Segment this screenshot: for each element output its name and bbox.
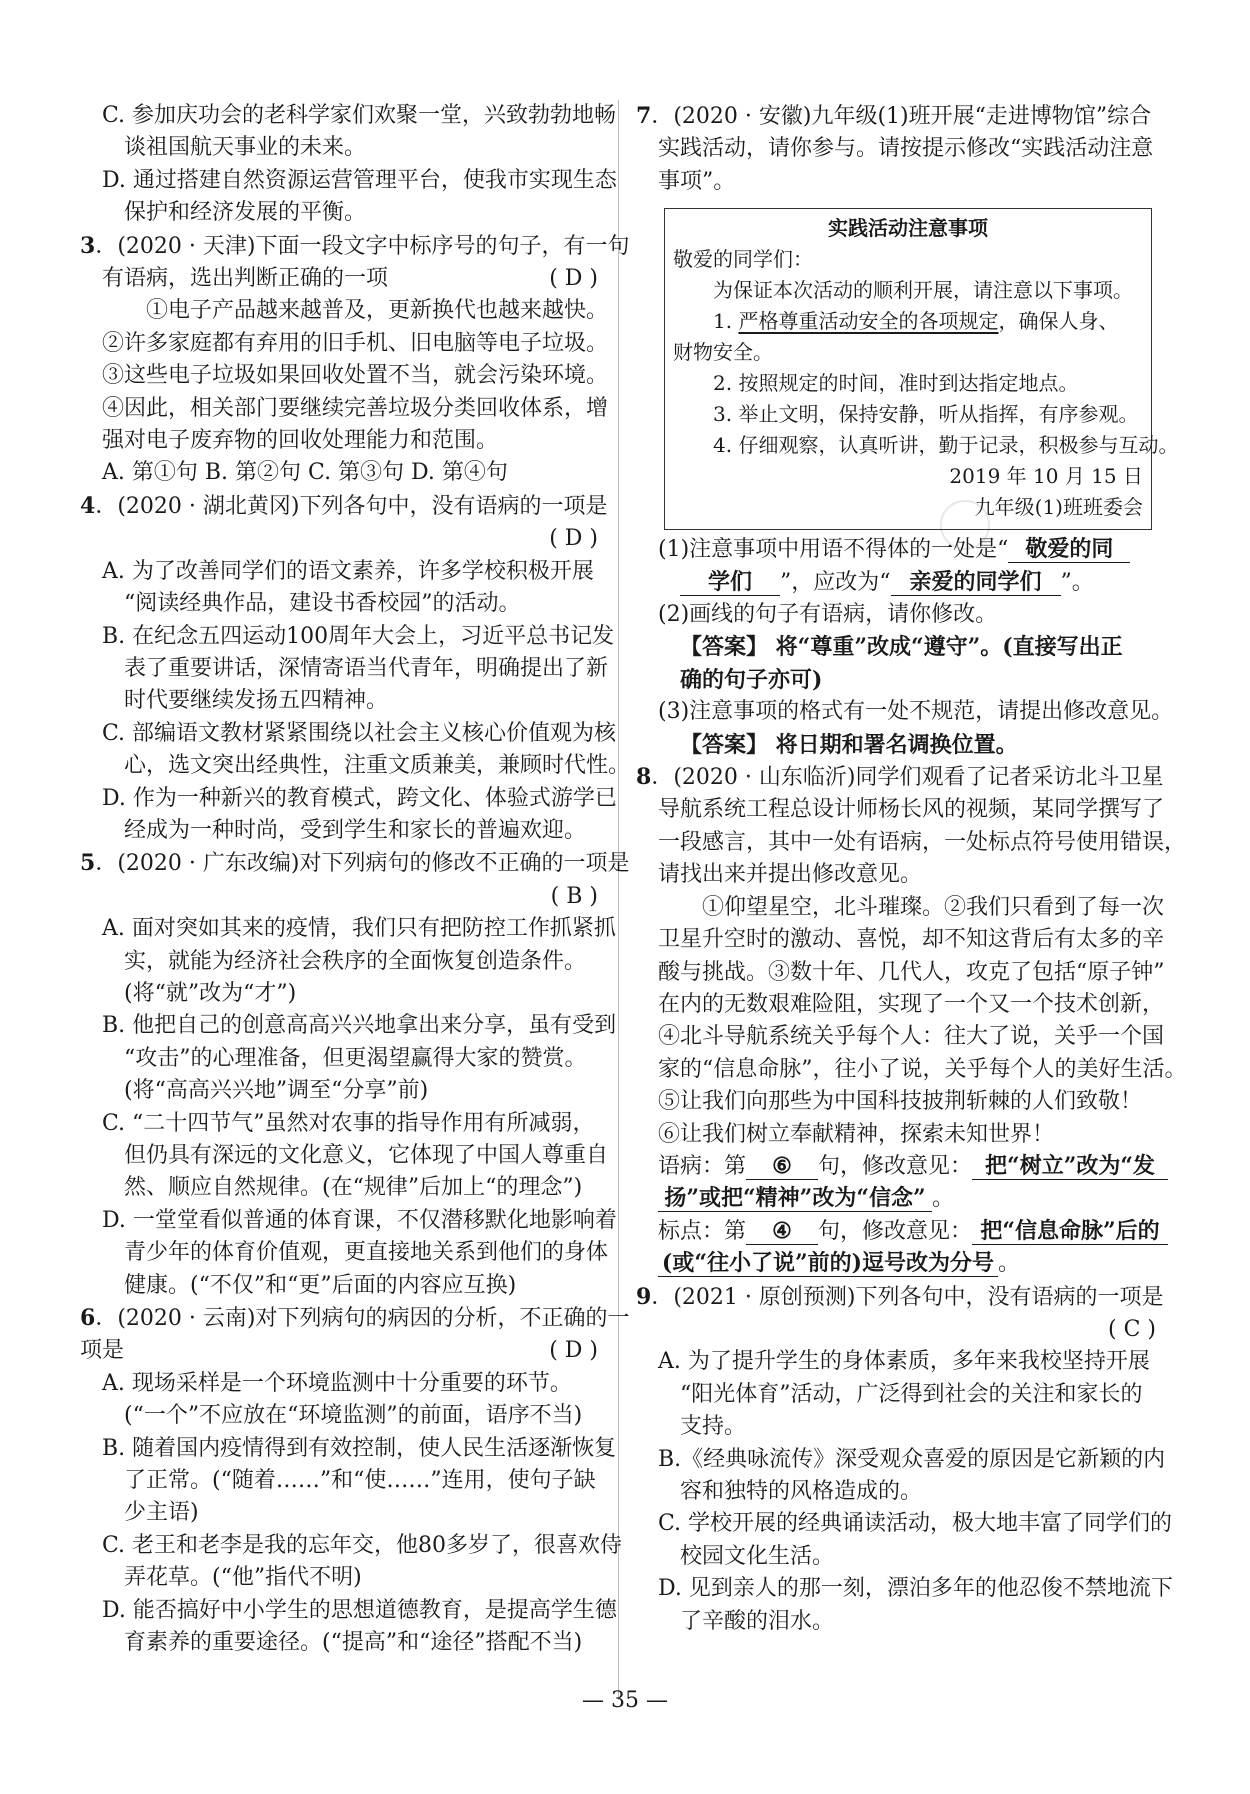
passage-line: 酸与挑战。③数十年、几代人，攻克了包括“原子钟” [658, 959, 1165, 985]
right-column [636, 100, 1187, 1638]
answer-blank: ⑥ [746, 1153, 818, 1180]
answer-blank: (或“往小了说”前的)逗号改为分号 [658, 1250, 998, 1277]
answer-bracket: ( B ) [550, 883, 598, 909]
underlined-sentence: 严格尊重活动安全的各项规定 [738, 309, 999, 334]
passage-line: 在内的无数艰难险阻，实现了一个又一个技术创新， [658, 991, 1165, 1017]
passage-line: ①电子产品越来越普及，更新换代也越来越快。 [146, 298, 609, 324]
question-5: 5．(2020 · 广东改编)对下列病句的修改不正确的一项是 ( B ) A. 面对突如其来的疫情，我们只有把防控工作抓紧抓 实，就能为经济社会秩序的全面恢复创造条件。 (将“就”改为“才”) B. 他把自己的创意高高兴兴地拿出来分享，虽有受到 “攻击”的心理准备，但更渴望赢得大家的赞赏。 (将“高高兴兴地”调至“分享”前) C. “二十四节气”虽然对农事的指导作用有所减弱， 但仍具有深远的文化意义，它体现了中国人尊重自 然、顺应自然规律。(在“规律”后加上“的理念”) D. 一堂堂看似普通的体育课，不仅潜移默化地影响着 青少年的体育价值观，更直接地关系到他们的身体 健康。(“不仅”和“更”后面的内容应互换) [80, 850, 630, 1298]
answer-blank: 学们 [680, 569, 780, 596]
passage-line: ②许多家庭都有弃用的旧手机、旧电脑等电子垃圾。 [102, 330, 609, 356]
notice-date: 2019 年 10 月 15 日 [949, 464, 1143, 489]
notice-signature: 九年级(1)班班委会 [974, 495, 1143, 520]
options-line: A. 第①句 B. 第②句 C. 第③句 D. 第④句 [102, 460, 508, 486]
notice-box: 实践活动注意事项 敬爱的同学们： 为保证本次活动的顺利开展，请注意以下事项。 1. 严格尊重活动安全的各项规定，确保人身、 财物安全。 2. 按照规定的时间，准时到达指定地点。 3. 举止文明，保持安静，听从指挥，有序参观。 4. 仔细观察，认真听讲，勤于记录，积极参与互动。 2019 年 10 月 15 日 九年级(1)班班委会 [664, 208, 1152, 530]
answer-text: 【答案】 将日期和署名调换位置。 [680, 731, 1018, 758]
passage-line: ③这些电子垃圾如果回收处置不当，就会污染环境。 [102, 363, 609, 389]
answer-bracket: ( D ) [549, 1338, 598, 1364]
column-divider [618, 100, 619, 1700]
question-6: 6．(2020 · 云南)对下列病句的病因的分析，不正确的一 项是 ( D ) A. 现场采样是一个环境监测中十分重要的环节。 (“一个”不应放在“环境监测”的前面，语序不当) B. 随着国内疫情得到有效控制，使人民生活逐渐恢复 了正常。(“随着……”和“使……”连用，使句子缺 少主语) C. 老王和老李是我的忘年交，他80多岁了，很喜欢侍 弄花草。(“他”指代不明) D. 能否搞好中小学生的思想道德教育，是提高学生德 育素养的重要途径。(“提高”和“途径”搭配不当) [80, 1305, 630, 1656]
answer-text: 【答案】 将“尊重”改成“遵守”。(直接写出正 [680, 634, 1123, 661]
passage-line: 家的“信息命脉”，往小了说，关乎每个人的美好生活。 [658, 1056, 1187, 1082]
passage-line: 卫星升空时的激动、喜悦，却不知这背后有太多的辛 [658, 927, 1165, 953]
passage-line: ⑤让我们向那些为中国科技披荆斩棘的人们致敬！ [658, 1089, 1143, 1115]
q2-option-c: C. 参加庆功会的老科学家们欢聚一堂，兴致勃勃地畅 谈祖国航天事业的未来。 [102, 103, 617, 161]
answer-blank: 把“树立”改为“发 [972, 1153, 1168, 1180]
left-column [80, 100, 631, 1660]
answer-blank: 扬”或把“精神”改为“信念” [658, 1185, 932, 1212]
answer-blank: 敬爱的同 [1008, 536, 1130, 563]
question-9: 9．(2021 · 原创预测)下列各句中，没有语病的一项是 ( C ) A. 为了提升学生的身体素质，多年来我校坚持开展 “阳光体育”活动，广泛得到社会的关注和家长的 支持。 B.《经典咏流传》深受观众喜爱的原因是它新颖的内 容和独特的风格造成的。 C. 学校开展的经典诵读活动，极大地丰富了同学们的 校园文化生活。 D. 见到亲人的那一刻，漂泊多年的他忍俊不禁地流下 了辛酸的泪水。 [636, 1283, 1173, 1634]
answer-bracket: ( D ) [549, 526, 598, 552]
passage-line: ⑥让我们树立奉献精神，探索未知世界！ [658, 1121, 1055, 1147]
answer-bracket: ( D ) [549, 266, 598, 292]
notice-title: 实践活动注意事项 [828, 216, 988, 241]
answer-blank: 亲爱的同学们 [891, 569, 1061, 596]
question-7: 7．(2020 · 安徽)九年级(1)班开展“走进博物馆”综合 实践活动，请你参与。请按提示修改“实践活动注意 事项”。 实践活动注意事项 敬爱的同学们： 为保证本次活动的顺利开展，请注意以下事项。 1. 严格尊重活动安全的各项规定，确保人身、 财物安全。 2. 按照规定的时间，准时到达指定地点。 3. 举止文明，保持安静，听从指挥，有序参观。 4. 仔细观察，认真听讲，勤于记录，积极参与互动。 2019 年 10 月 15 日 九年级(1)班班委会 (1)注意事项中用语不得体的一处是“ 敬爱的同 学们 ”，应改为“ 亲爱的同学们 ”。 (2)画线的句子有语病，请你修改。 【答案】 将“尊重”改成“遵守”。(直接写出正 确的句子亦可) (3)注意事项的格式有一处不规范，请提出修改意见。 【答案】 将日期和署名调换位置。 [636, 100, 1156, 761]
answer-text: 确的句子亦可) [680, 666, 823, 693]
question-4: 4．(2020 · 湖北黄冈)下列各句中，没有语病的一项是 ( D ) A. 为了改善同学们的语文素养，许多学校积极开展 “阅读经典作品，建设书香校园”的活动。 B. 在纪念五四运动100周年大会上，习近平总书记发 表了重要讲话，深情寄语当代青年，明确提出了新 时代要继续发扬五四精神。 C. 部编语文教材紧紧围绕以社会主义核心价值观为核 心，选文突出经典性，注重文质兼美，兼顾时代性。 D. 作为一种新兴的教育模式，跨文化、体验式游学已 经成为一种时尚，受到学生和家长的普遍欢迎。 [80, 492, 631, 843]
passage-line: ④因此，相关部门要继续完善垃圾分类回收体系，增 [102, 395, 609, 421]
passage-line: 强对电子废弃物的回收处理能力和范围。 [102, 428, 499, 454]
passage-line: ①仰望星空，北斗璀璨。②我们只看到了每一次 [702, 894, 1165, 920]
notice-greeting: 敬爱的同学们： [673, 247, 813, 272]
q2-option-d: D. 通过搭建自然资源运营管理平台，使我市实现生态 保护和经济发展的平衡。 [102, 167, 617, 226]
answer-blank: 把“信息命脉”后的 [972, 1218, 1168, 1245]
question-8: 8．(2020 · 山东临沂)同学们观看了记者采访北斗卫星 导航系统工程总设计师杨长风的视频，某同学撰写了 一段感言，其中一处有语病，一处标点符号使用错误， 请找出来并提出修改意见。 ①仰望星空，北斗璀璨。②我们只看到了每一次 卫星升空时的激动、喜悦，却不知这背后有太多的辛 酸与挑战。③数十年、几代人，攻克了包括“原子钟” 在内的无数艰难险阻，实现了一个又一个技术创新， ④北斗导航系统关乎每个人：往大了说，关乎一个国 家的“信息命脉”，往小了说，关乎每个人的美好生活。 ⑤让我们向那些为中国科技披荆斩棘的人们致敬！ ⑥让我们树立奉献精神，探索未知世界！ 语病：第 ⑥ 句，修改意见： 把“树立”改为“发 扬”或把“精神”改为“信念” 。 标点：第 ④ 句，修改意见： 把“信息命脉”后的 (或“往小了说”前的)逗号改为分号 。 [636, 764, 1187, 1277]
page-number: — 35 — [582, 1688, 668, 1713]
passage-line: ④北斗导航系统关乎每个人：往大了说，关乎一个国 [658, 1024, 1165, 1050]
question-3: 3．(2020 · 天津)下面一段文字中标序号的句子，有一句 有语病，选出判断正确的一项 ( D ) ①电子产品越来越普及，更新换代也越来越快。 ②许多家庭都有弃用的旧手机、旧电脑等电子垃圾。 ③这些电子垃圾如果回收处置不当，就会污染环境。 ④因此，相关部门要继续完善垃圾分类回收体系，增 强对电子废弃物的回收处理能力和范围。 A. 第①句 B. 第②句 C. 第③句 D. 第④句 [80, 230, 598, 490]
answer-bracket: ( C ) [1108, 1316, 1156, 1342]
answer-blank: ④ [746, 1218, 818, 1245]
